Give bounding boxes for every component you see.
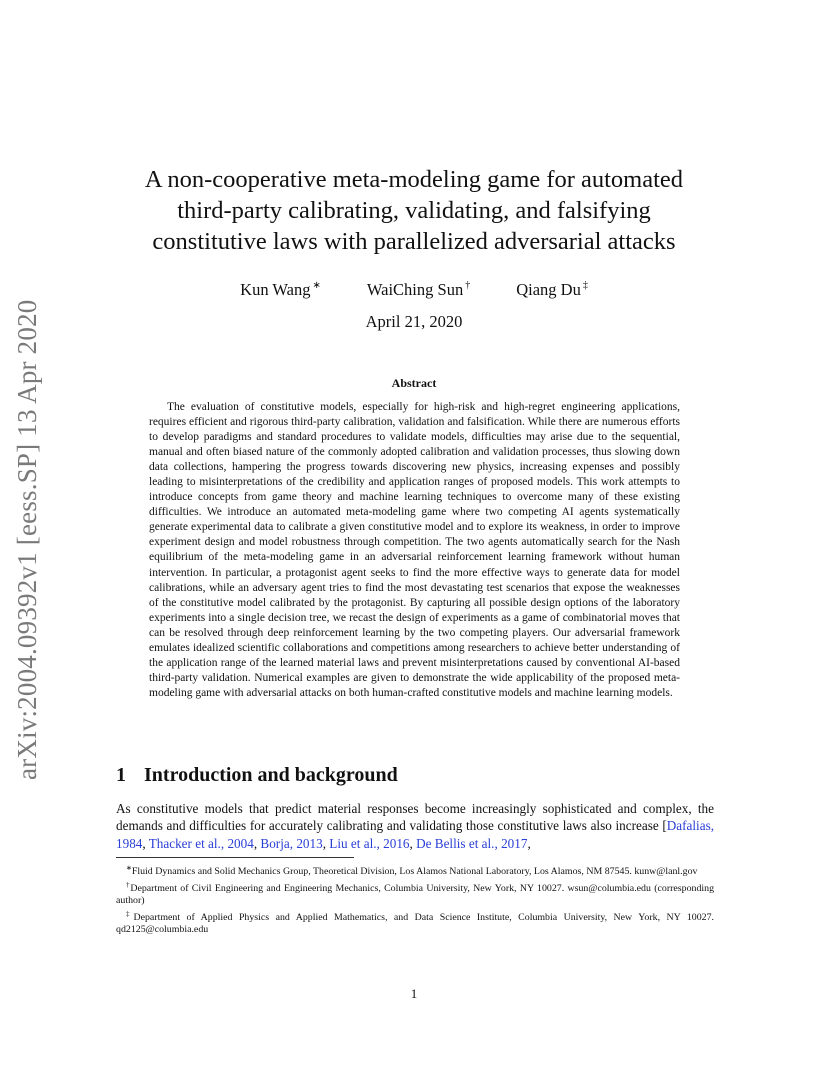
intro-paragraph: As constitutive models that predict material responses become increasingly sophisticated and complex, the demands and difficulties for accurately calibrating and validating those constitutive laws also increase [Dafalias, 1984, Thacker et al., 2004, Borja, 2013, Liu et al., 2016, De Bellis et al., 2017, <box>116 801 714 851</box>
footnote: ∗Fluid Dynamics and Solid Mechanics Group, Theoretical Division, Los Alamos National Laboratory, Los Alamos, NM 87545. kunw@lanl.gov <box>126 864 698 877</box>
citation-link[interactable]: Borja, 2013 <box>260 835 323 851</box>
author-affiliation-mark: † <box>465 280 471 291</box>
page-number: 1 <box>410 986 418 1001</box>
footnotes <box>116 862 714 937</box>
arxiv-identifier-stamp: arXiv:2004.09392v1 [eess.SP] 13 Apr 2020 <box>12 299 42 780</box>
section-number: 1 <box>116 764 126 786</box>
abstract-text: The evaluation of constitutive models, especially for high-risk and high-regret engineering applications, requires efficient and rigorous third-party calibration, validation and falsification. While there are numerous efforts to develop paradigms and standard procedures to validate models, difficulties may arise due to the sequential, manual and often biased nature of the commonly adopted calibration and validation processes, thus slowing down data collections, hampering the progress towards discovering new physics, increasing expenses and possibly leading to misinterpretations of the credibility and application ranges of proposed models. This work attempts to introduce concepts from game theory and machine learning techniques to overcome many of these existing difficulties. We introduce an automated meta-modeling game where two competing AI agents systematically generate experimental data to calibrate a given constitutive model and to explore its weakness, in order to improve experiment design and model robustness through competition. The two agents automatically search for the Nash equilibrium of the meta-modeling game in an adversarial reinforcement learning framework without human intervention. In particular, a protagonist agent seeks to find the more effective ways to generate data for model calibrations, while an adversary agent tries to find the most devastating test scenarios that expose the weaknesses of the constitutive model calibrated by the protagonist. By capturing all possible design options of the laboratory experiments into a single decision tree, we recast the design of experiments as a game of combinatorial moves that can be resolved through deep reinforcement learning by the two competing players. Our adversarial framework emulates idealized scientific collaborations and competitions among researchers to achieve better understanding of the application range of the learned material laws and prevent misinterpretations caused by conventional AI-based third-party validation. Numerical examples are given to demonstrate the wide applicability of the proposed meta-modeling game with adversarial attacks on both human-crafted constitutive models and machine learning models. <box>149 401 680 699</box>
section-heading <box>116 764 716 787</box>
footnote: ‡Department of Applied Physics and Applied Mathematics, and Data Science Institute, Columbia University, New York, NY 10027. qd2125@columbia.edu <box>116 909 714 936</box>
paper-date: April 21, 2020 <box>365 312 463 331</box>
footnote: †Department of Civil Engineering and Engineering Mechanics, Columbia University, New York, NY 10027. wsun@columbia.edu (corresponding author) <box>116 880 715 907</box>
author <box>516 280 588 300</box>
author <box>240 280 321 300</box>
author-list <box>200 280 628 300</box>
intro-text: As constitutive models that predict material responses become increasingly sophisticated and complex, the demands and difficulties for accurately calibrating and validating those constitutive laws also increase [ <box>116 801 714 834</box>
author-affiliation-mark: ∗ <box>312 280 321 291</box>
author-name: Kun Wang <box>240 280 311 299</box>
author-name: Qiang Du <box>516 280 581 299</box>
paper-title: A non-cooperative meta-modeling game for automated third-party calibrating, validating, and falsifying constitutive laws with parallelized adversarial attacks <box>144 166 684 255</box>
section-title: Introduction and background <box>144 764 398 786</box>
author-name: WaiChing Sun <box>366 280 464 299</box>
footnote-divider <box>116 857 354 858</box>
abstract-heading: Abstract <box>391 376 437 390</box>
citation-link[interactable]: Thacker et al., 2004 <box>148 835 254 851</box>
citation-link[interactable]: Dafalias, 1984 <box>116 818 714 851</box>
author-affiliation-mark: ‡ <box>582 280 588 291</box>
author <box>367 280 470 300</box>
citation-link[interactable]: Liu et al., 2016 <box>329 835 410 851</box>
citation-link[interactable]: De Bellis et al., 2017 <box>416 835 528 851</box>
